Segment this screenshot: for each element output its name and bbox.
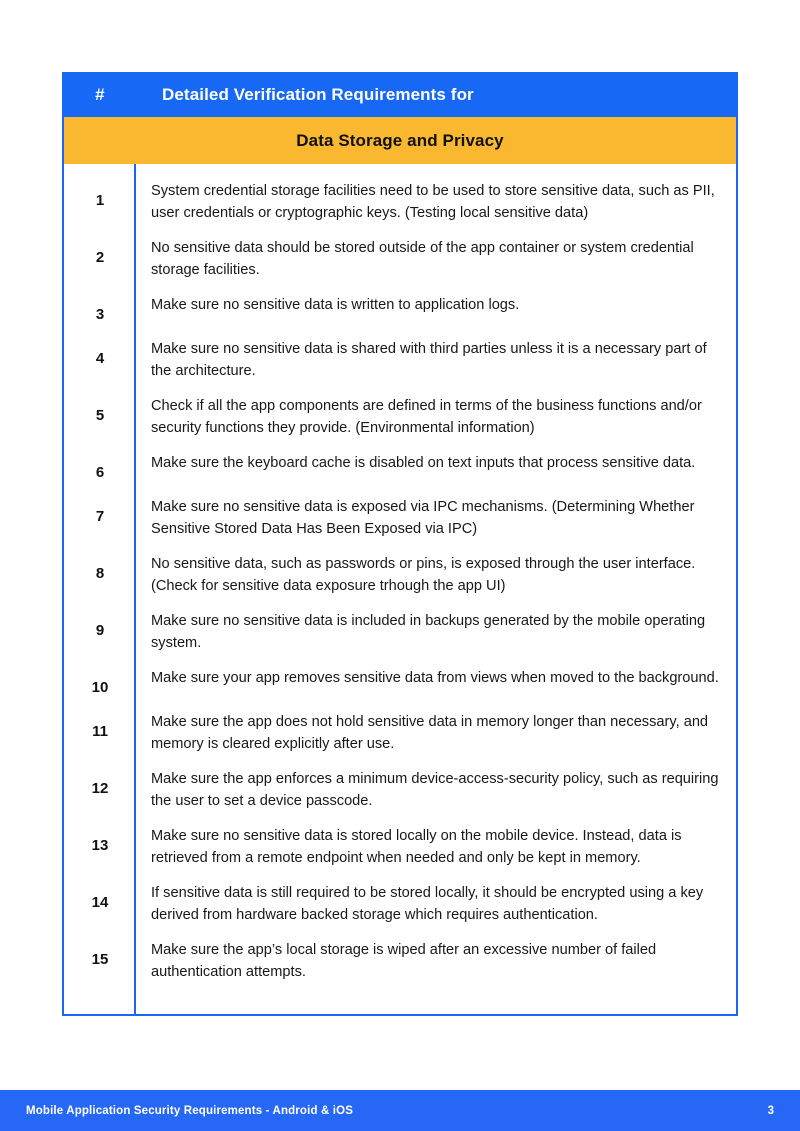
column-header-title: Detailed Verification Requirements for xyxy=(162,84,474,104)
section-title-banner: Data Storage and Privacy xyxy=(64,117,736,164)
row-number: 6 xyxy=(95,464,105,481)
row-number: 2 xyxy=(95,249,105,266)
page-footer xyxy=(0,1090,800,1131)
row-number: 12 xyxy=(91,780,109,797)
row-number: 9 xyxy=(95,622,105,639)
requirements-table xyxy=(62,72,738,1016)
row-requirement-text: Make sure no sensitive data is included in backups generated by the mobile operating system. xyxy=(151,613,706,651)
table-row xyxy=(64,490,736,547)
row-requirement-text: Make sure the app enforces a minimum device-access-security policy, such as requiring the user to set a device passcode. xyxy=(151,771,719,809)
row-requirement-text: Make sure no sensitive data is written to application logs. xyxy=(151,297,520,313)
row-number: 8 xyxy=(95,565,105,582)
row-number: 7 xyxy=(95,508,105,525)
row-requirement-text: Check if all the app components are defined in terms of the business functions and/or security functions they provide. (Environmental information) xyxy=(151,398,702,436)
row-number: 3 xyxy=(95,306,105,323)
footer-title: Mobile Application Security Requirements - Android & iOS xyxy=(26,1104,354,1117)
footer-page-number: 3 xyxy=(767,1104,774,1117)
table-row xyxy=(64,933,736,990)
table-header-row xyxy=(64,72,736,117)
row-requirement-text: Make sure the app’s local storage is wiped after an excessive number of failed authentication attempts. xyxy=(151,942,657,980)
table-row xyxy=(64,762,736,819)
table-row xyxy=(64,389,736,446)
row-requirement-text: No sensitive data, such as passwords or pins, is exposed through the user interface. (Check for sensitive data exposure trhough the app UI) xyxy=(151,556,696,594)
table-row xyxy=(64,604,736,661)
row-requirement-text: If sensitive data is still required to be stored locally, it should be encrypted using a key derived from hardware backed storage which requires authentication. xyxy=(151,885,704,923)
row-requirement-text: Make sure no sensitive data is stored locally on the mobile device. Instead, data is retrieved from a remote endpoint when needed and only be kept in memory. xyxy=(151,828,682,866)
table-row xyxy=(64,332,736,389)
table-row xyxy=(64,446,736,490)
row-number: 11 xyxy=(92,723,108,740)
row-number: 10 xyxy=(91,679,109,696)
table-row xyxy=(64,661,736,705)
table-row xyxy=(64,819,736,876)
row-requirement-text: System credential storage facilities need to be used to store sensitive data, such as PII, user credentials or cryptographic keys. (Testing local sensitive data) xyxy=(151,183,715,221)
table-row xyxy=(64,705,736,762)
table-row xyxy=(64,876,736,933)
row-requirement-text: Make sure no sensitive data is exposed via IPC mechanisms. (Determining Whether Sensitive Stored Data Has Been Exposed via IPC) xyxy=(151,499,695,537)
row-number: 5 xyxy=(95,407,105,424)
row-number: 4 xyxy=(95,350,105,367)
row-number: 15 xyxy=(91,951,109,968)
row-number: 1 xyxy=(95,192,105,209)
row-requirement-text: Make sure your app removes sensitive data from views when moved to the background. xyxy=(151,670,719,686)
requirements-rows xyxy=(64,164,736,1014)
row-number: 13 xyxy=(91,837,109,854)
row-requirement-text: No sensitive data should be stored outside of the app container or system credential storage facilities. xyxy=(151,240,694,278)
row-number: 14 xyxy=(91,894,109,911)
table-row xyxy=(64,288,736,332)
table-row xyxy=(64,231,736,288)
row-requirement-text: Make sure no sensitive data is shared with third parties unless it is a necessary part of the architecture. xyxy=(151,341,707,379)
table-row xyxy=(64,174,736,231)
table-row xyxy=(64,547,736,604)
row-requirement-text: Make sure the app does not hold sensitive data in memory longer than necessary, and memory is cleared explicitly after use. xyxy=(151,714,709,752)
column-header-number: # xyxy=(95,84,105,104)
row-requirement-text: Make sure the keyboard cache is disabled on text inputs that process sensitive data. xyxy=(151,455,696,471)
